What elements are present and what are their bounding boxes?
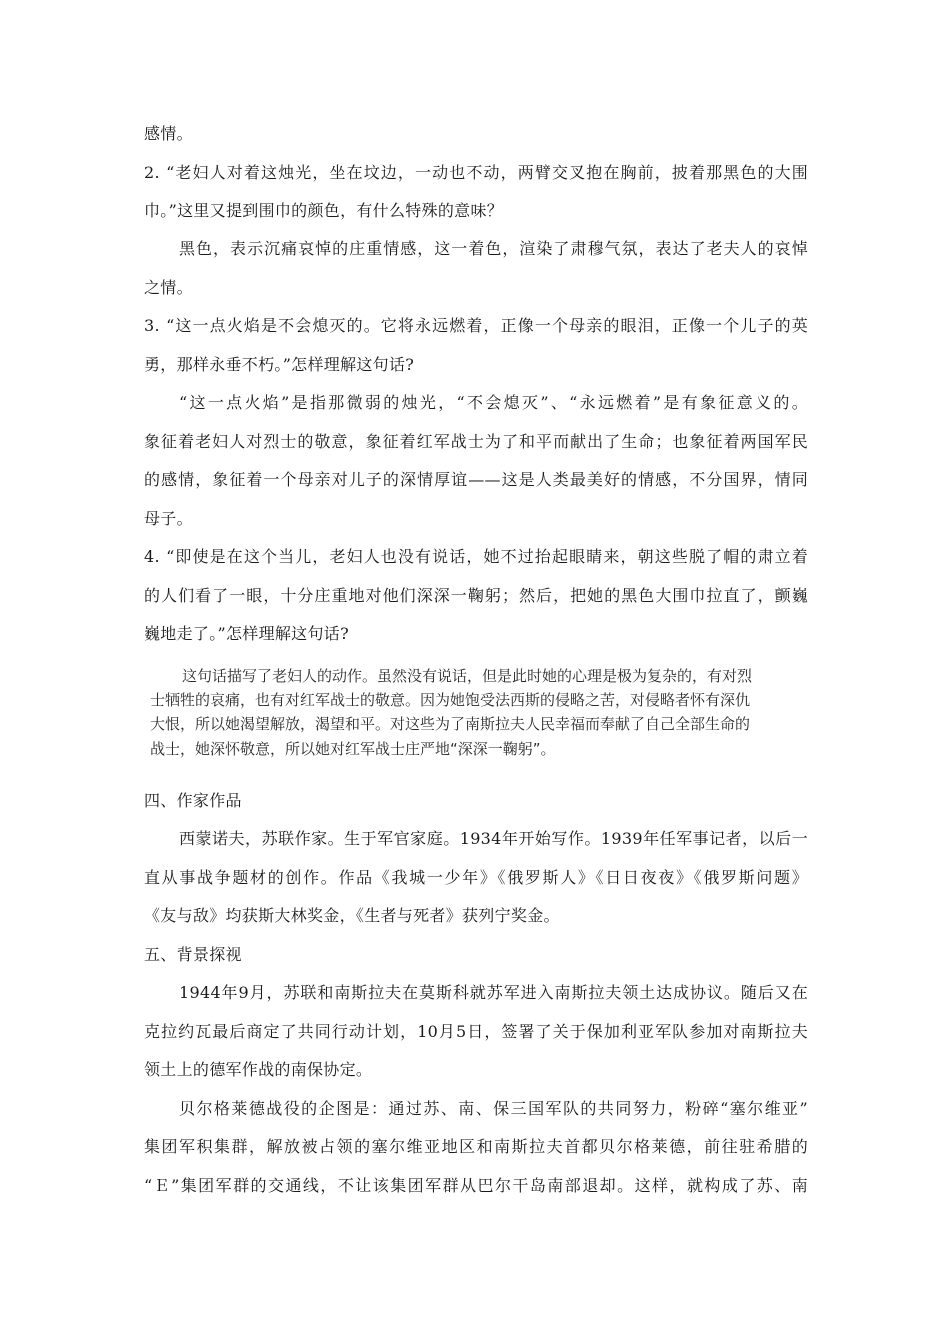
- answer-3-line: 象征着老妇人对烈士的敬意，象征着红军战士为了和平而献出了生命；也象征着两国军民: [144, 432, 808, 451]
- question-3-line: 勇，那样永垂不朽。”怎样理解这句话?: [144, 355, 415, 374]
- question-2-line: 巾。”这里又提到围巾的颜色，有什么特殊的意味？: [144, 201, 504, 220]
- answer-2-line: 之情。: [144, 278, 193, 297]
- section-5-line: 克拉约瓦最后商定了共同行动计划，10月5日，签署了关于保加利亚军队参加对南斯拉夫: [144, 1022, 808, 1041]
- section-4-line: 西蒙诺夫，苏联作家。生于军官家庭。1934年开始写作。1939年任军事记者，以后一: [179, 829, 808, 848]
- section-5-line: 贝尔格莱德战役的企图是：通过苏、南、保三国军队的共同努力，粉碎“塞尔维亚”: [179, 1099, 808, 1118]
- section-5-line: 集团军积集群，解放被占领的塞尔维亚地区和南斯拉夫首都贝尔格莱德，前往驻希腊的: [144, 1137, 808, 1156]
- answer-3-line: “这一点火焰”是指那微弱的烛光，“不会熄灭”、“永远燃着”是有象征意义的。: [179, 393, 808, 412]
- section-5-line: 1944年9月，苏联和南斯拉夫在莫斯科就苏军进入南斯拉夫领土达成协议。随后又在: [179, 983, 808, 1002]
- section-5-line: 领土上的德军作战的南保协定。: [144, 1060, 373, 1079]
- answer-2-line: 黑色，表示沉痛哀悼的庄重情感，这一着色，渲染了肃穆气氛，表达了老夫人的哀悼: [179, 239, 808, 258]
- answer-4-image: [144, 658, 796, 770]
- text-line: 感情。: [144, 124, 193, 143]
- answer-4-line: 士牺牲的哀痛，也有对红军战士的敬意。因为她饱受法西斯的侵略之苦，对侵略者怀有深仇: [150, 691, 751, 709]
- section-5-line: “Ｅ”集团军群的交通线，不让该集团军群从巴尔干岛南部退却。这样，就构成了苏、南: [144, 1176, 808, 1195]
- question-4-line: 的人们看了一眼，十分庄重地对他们深深一鞠躬；然后，把她的黑色大围巾拉直了，颤巍: [144, 586, 808, 605]
- answer-4-line: 大恨，所以她渴望解放，渴望和平。对这些为了南斯拉夫人民幸福而奉献了自己全部生命的: [150, 715, 751, 733]
- section-5-heading: 五、背景探视: [144, 945, 242, 964]
- question-3-line: 3. “这一点火焰是不会熄灭的。它将永远燃着，正像一个母亲的眼泪，正像一个儿子的英: [144, 316, 808, 335]
- question-2-line: 2. “老妇人对着这烛光，坐在坟边，一动也不动，两臂交叉抱在胸前，披着那黑色的大围: [144, 163, 808, 182]
- section-4-line: 直从事战争题材的创作。作品《我城一少年》《俄罗斯人》《日日夜夜》《俄罗斯问题》: [144, 868, 808, 887]
- answer-3-line: 的感情，象征着一个母亲对儿子的深情厚谊——这是人类最美好的情感，不分国界，情同: [144, 470, 808, 489]
- answer-4-line: 战士，她深怀敬意，所以她对红军战士庄严地“深深一鞠躬”。: [150, 740, 556, 758]
- answer-4-line: 这句话描写了老妇人的动作。虽然没有说话，但是此时她的心理是极为复杂的，有对烈: [182, 667, 753, 685]
- section-4-line: 《友与敌》均获斯大林奖金，《生者与死者》获列宁奖金。: [144, 906, 560, 925]
- section-4-heading: 四、作家作品: [144, 791, 242, 810]
- question-4-line: 4. “即使是在这个当儿，老妇人也没有说话，她不过抬起眼睛来，朝这些脱了帽的肃立着: [144, 547, 808, 566]
- question-4-line: 巍地走了。”怎样理解这句话?: [144, 624, 349, 643]
- answer-3-line: 母子。: [144, 509, 193, 528]
